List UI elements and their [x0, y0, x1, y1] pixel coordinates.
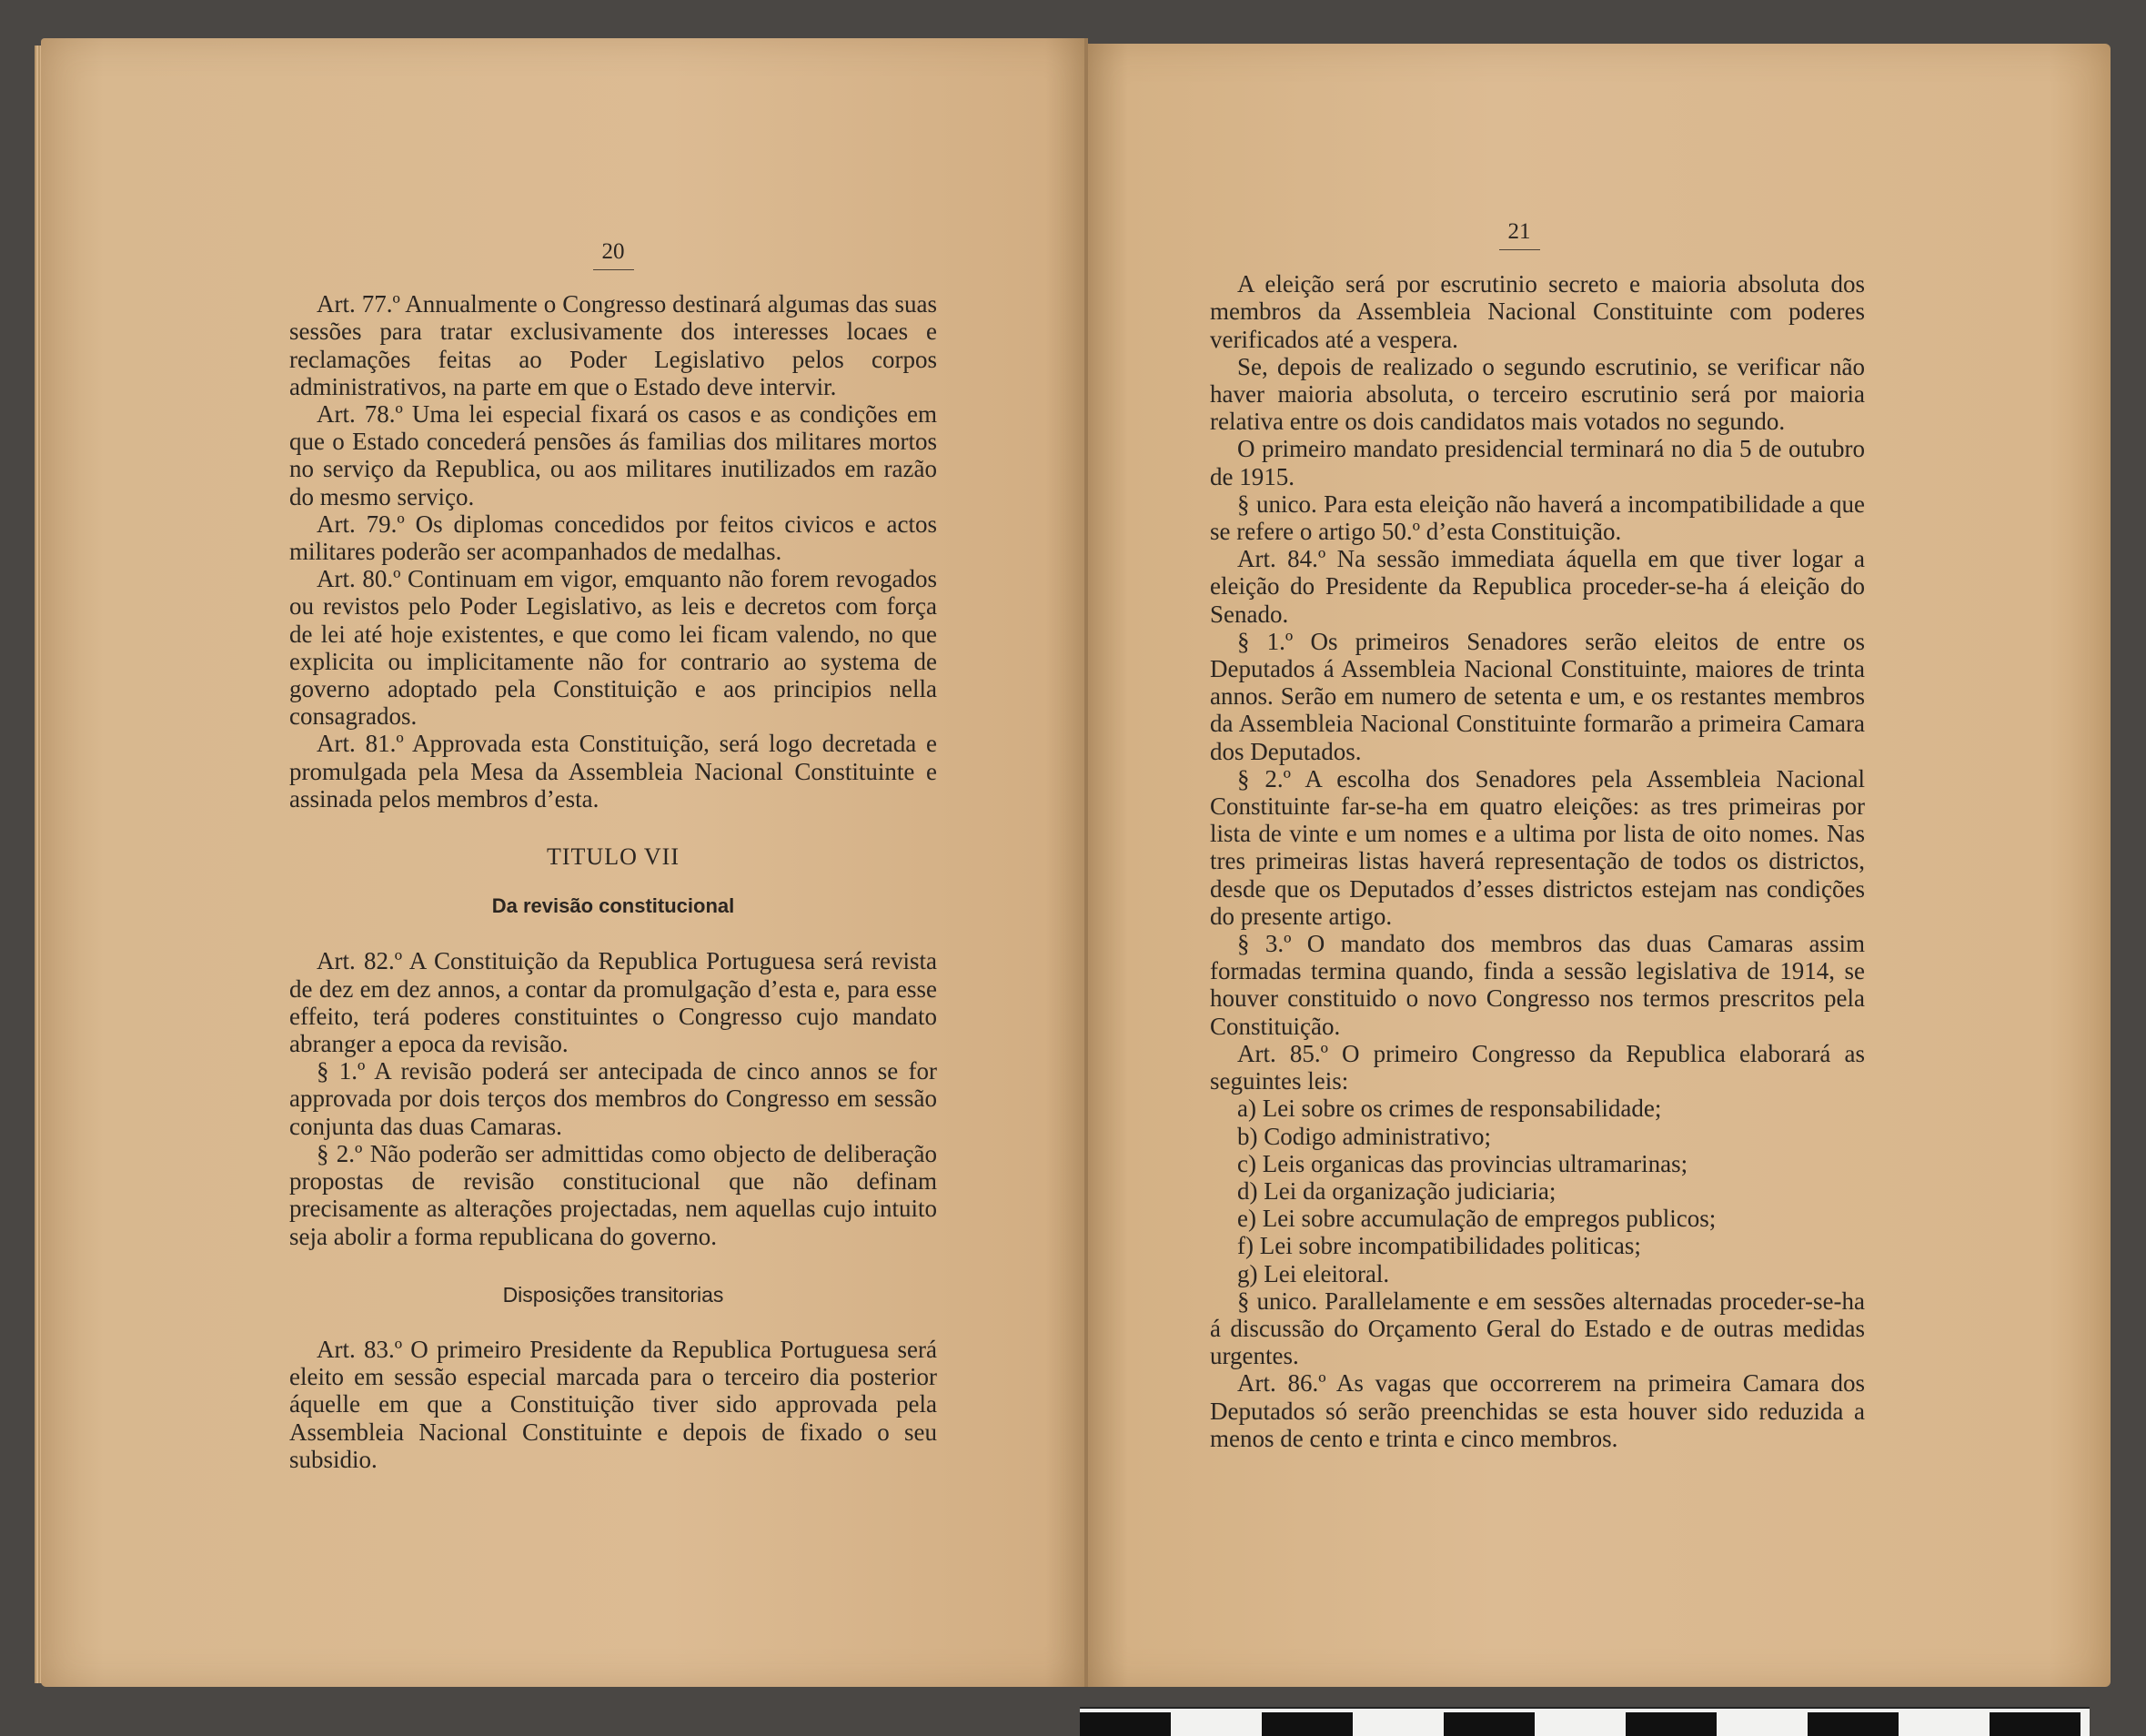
- paragraph: Art. 80.º Continuam em vigor, emquanto não forem revogados ou revistos pelo Poder Legislativo, as leis e decretos com força de lei até hoje existentes, e que como lei ficam valendo, no que explicita ou implicitamente não for contrario ao systema de governo adoptado pela Constituição e aos principios nella consagrados.: [289, 565, 937, 731]
- paragraph: § unico. Parallelamente e em sessões alternadas proceder-se-ha á discussão do Orçamento Geral do Estado e de outras medidas urgentes.: [1210, 1287, 1865, 1370]
- left-page-text: [289, 238, 937, 1473]
- paragraph: Art. 82.º A Constituição da Republica Portuguesa será revista de dez em dez annos, a contar da promulgação d’esta e, para esse effeito, terá poderes constituintes o Congresso cujo mandato abranger a epoca da revisão.: [289, 947, 937, 1058]
- paragraph: Art. 79.º Os diplomas concedidos por feitos civicos e actos militares poderão ser acompanhados de medalhas.: [289, 510, 937, 566]
- section-heading: Disposições transitorias: [502, 1282, 724, 1307]
- paragraph: § 2.º Não poderão ser admittidas como objecto de deliberação propostas de revisão constitucional que não definam precisamente as alterações projectadas, nem aquellas cujo intuito seja abolir a forma republicana do governo.: [289, 1139, 937, 1250]
- page-number-left: 20: [289, 238, 937, 270]
- paragraph: § 3.º O mandato dos membros das duas Camaras assim formadas termina quando, finda a sessão legislativa de 1914, se houver constituido o novo Congresso nos termos prescritos pela Constituição.: [1210, 930, 1865, 1040]
- paragraph: Art. 84.º Na sessão immediata áquella em que tiver logar a eleição do Presidente da Republica proceder-se-ha á eleição do Senado.: [1210, 545, 1865, 628]
- list-item: c) Leis organicas das provincias ultramarinas;: [1237, 1149, 1688, 1177]
- right-page-text: [1210, 218, 1865, 1452]
- paragraph: Art. 78.º Uma lei especial fixará os casos e as condições em que o Estado concederá pensões ás familias dos militares mortos no serviço da Republica, ou aos militares inutilizados em razão do mesmo serviço.: [289, 400, 937, 510]
- paragraph: Art. 83.º O primeiro Presidente da Republica Portuguesa será eleito em sessão especial marcada para o terceiro dia posterior áquelle em que a Constituição tiver sido approvada pela Assembleia Nacional Constituinte e depois de fixado o seu subsidio.: [289, 1335, 937, 1473]
- scale-ruler: [1080, 1707, 2090, 1736]
- paragraph: § 1.º Os primeiros Senadores serão eleitos de entre os Deputados á Assembleia Nacional Constituinte, maiores de trinta annos. Serão em numero de setenta e um, e os restantes membros da Assembleia Nacional Constituinte formarão a primeira Camara dos Deputados.: [1210, 627, 1865, 765]
- paragraph: Art. 77.º Annualmente o Congresso destinará algumas das suas sessões para tratar exclusivamente dos interesses locaes e reclamações feitas ao Poder Legislativo pelos corpos administrativos, na parte em que o Estado deve intervir.: [289, 290, 937, 400]
- paragraph: A eleição será por escrutinio secreto e maioria absoluta dos membros da Assembleia Nacional Constituinte com poderes verificados até a vespera.: [1210, 270, 1865, 353]
- list-item: a) Lei sobre os crimes de responsabilidade;: [1237, 1095, 1662, 1123]
- paragraph: O primeiro mandato presidencial terminará no dia 5 de outubro de 1915.: [1210, 435, 1865, 490]
- subtitle-heading: Da revisão constitucional: [491, 894, 735, 918]
- paragraph: Art. 81.º Approvada esta Constituição, será logo decretada e promulgada pela Mesa da Assembleia Nacional Constituinte e assinada pelos membros d’esta.: [289, 730, 937, 812]
- paragraph: § unico. Para esta eleição não haverá a incompatibilidade a que se refere o artigo 50.º d’esta Constituição.: [1210, 490, 1865, 546]
- list-item: b) Codigo administrativo;: [1237, 1122, 1491, 1150]
- list-item: f) Lei sobre incompatibilidades politicas;: [1237, 1232, 1641, 1260]
- paragraph: § 2.º A escolha dos Senadores pela Assembleia Nacional Constituinte far-se-ha em quatro eleições: as tres primeiras por lista de vinte e um nomes e a ultima por lista de oito nomes. Nas tres primeiras listas haverá representação de todos os districtos, desde que os Deputados d’esses districtos estejam nas condições do presente artigo.: [1210, 764, 1865, 930]
- paragraph: Art. 86.º As vagas que occorrerem na primeira Camara dos Deputados só serão preenchidas se esta houver sido reduzida a menos de cento e trinta e cinco membros.: [1210, 1369, 1865, 1452]
- list-item: e) Lei sobre accumulação de empregos publicos;: [1237, 1205, 1717, 1233]
- list-item: d) Lei da organização judiciaria;: [1237, 1176, 1557, 1205]
- list-item: g) Lei eleitoral.: [1237, 1259, 1390, 1287]
- page-number-right: 21: [1174, 218, 1865, 250]
- book-spine: [1084, 38, 1088, 1687]
- title-heading: TITULO VII: [547, 843, 680, 871]
- paragraph: § 1.º A revisão poderá ser antecipada de cinco annos se for approvada por dois terços dos membros do Congresso em sessão conjunta das duas Camaras.: [289, 1057, 937, 1140]
- paragraph: Se, depois de realizado o segundo escrutinio, se verificar não haver maioria absoluta, o terceiro escrutinio será por maioria relativa entre os dois candidatos mais votados no segundo.: [1210, 352, 1865, 436]
- paragraph: Art. 85.º O primeiro Congresso da Republica elaborará as seguintes leis:: [1210, 1039, 1865, 1095]
